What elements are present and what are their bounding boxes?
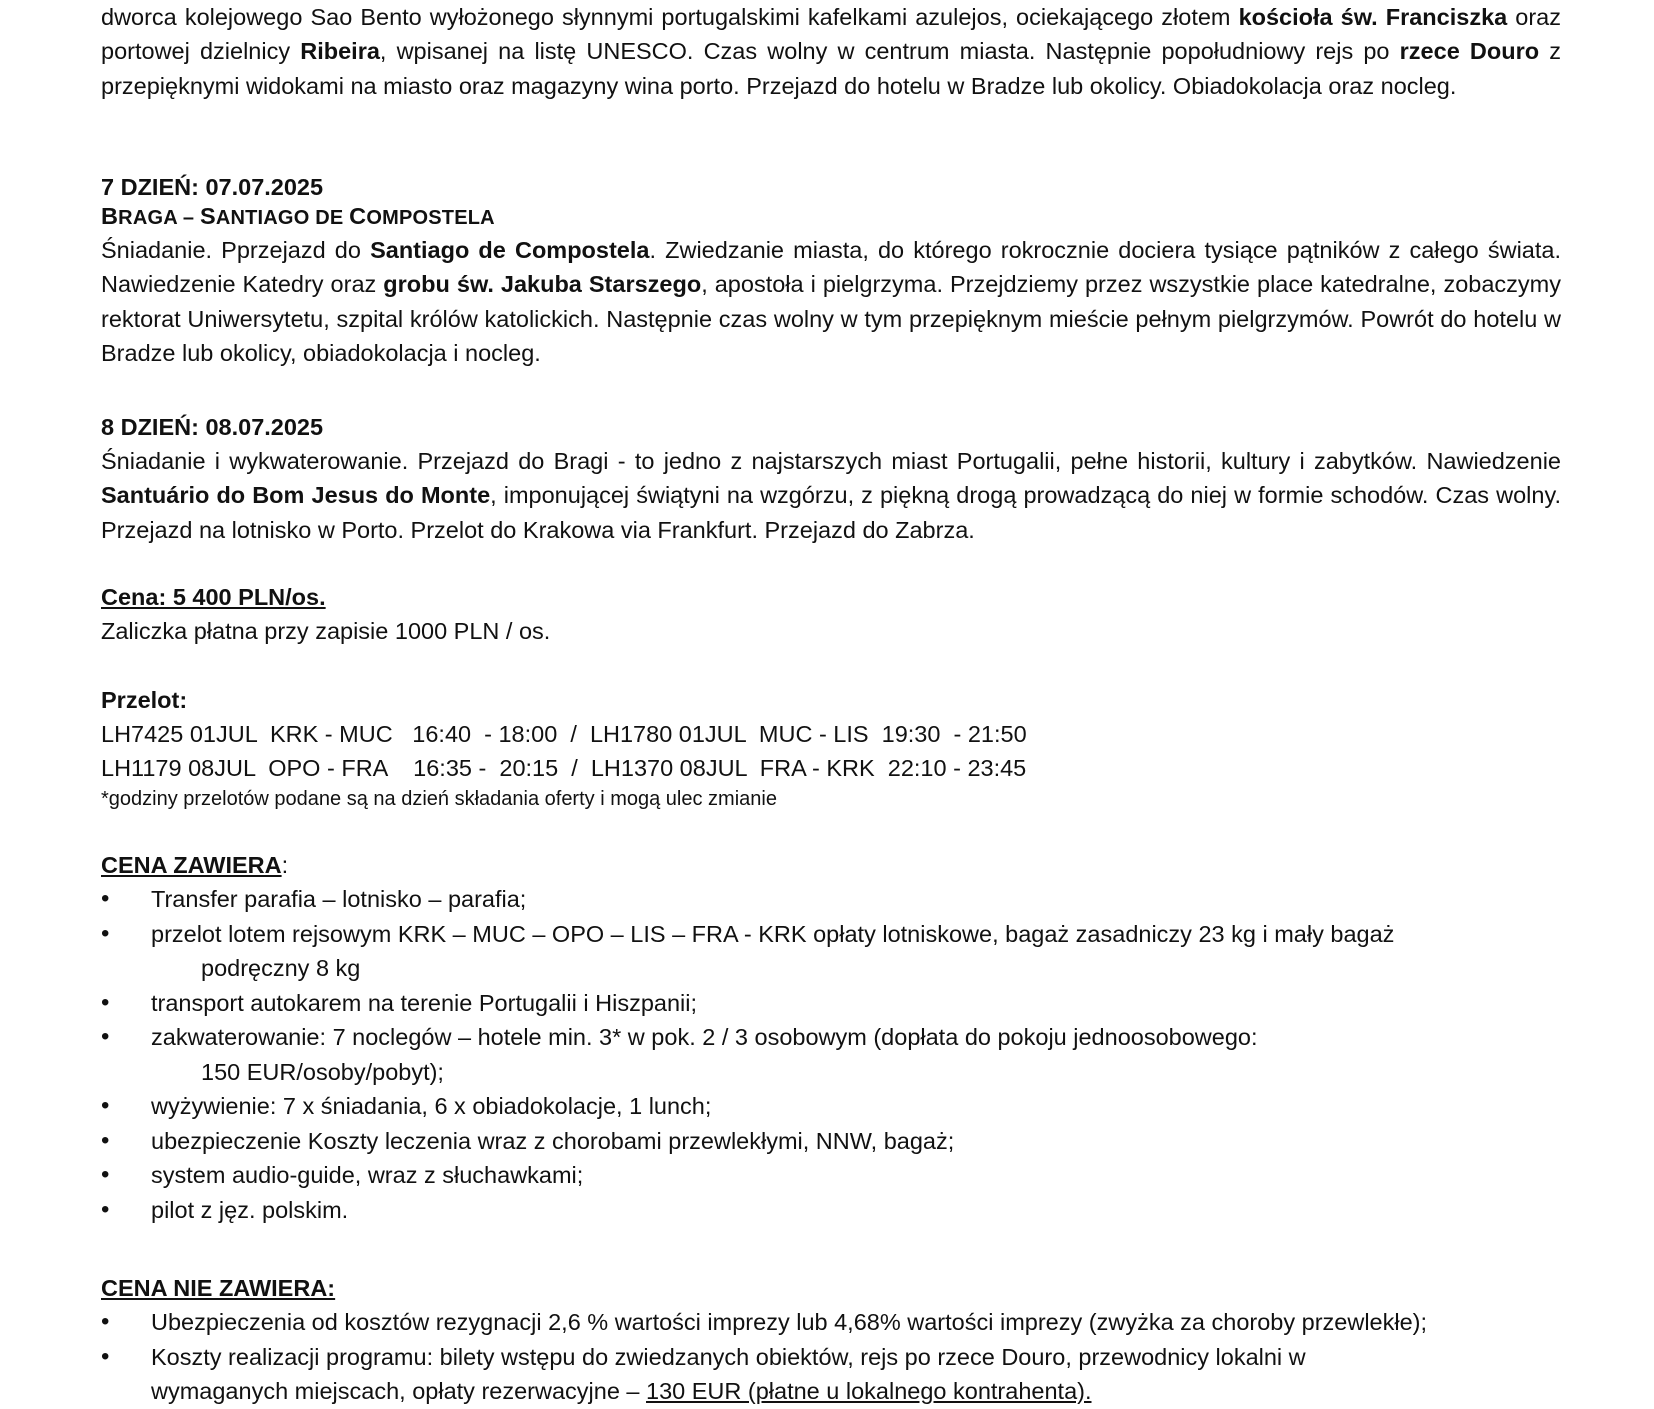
list-item: • Ubezpieczenia od kosztów rezygnacji 2,6 % wartości imprezy lub 4,68% wartości imprezy (zwyżka za choroby przewlekłe); xyxy=(101,1305,1561,1340)
excludes-section xyxy=(101,1271,1561,1409)
includes-list xyxy=(101,882,1561,1227)
intro-text-4: z przepięknymi widokami na miasto oraz magazyny wina porto. Przejazd do hotelu w Bradze lub okolicy. Obiadokolacja oraz nocleg. xyxy=(101,38,1561,99)
intro-paragraph xyxy=(101,0,1561,103)
flights-label: Przelot: xyxy=(101,687,188,713)
price-section xyxy=(101,580,1561,648)
list-item: • Koszty realizacji programu: bilety wstępu do zwiedzanych obiektów, rejs po rzece Douro, przewodnicy lokalni w wymaganych miejscach, opłaty rezerwacyjne – 130 EUR (płatne u lokalnego kontrahenta). xyxy=(101,1340,1561,1409)
list-item: • wyżywienie: 7 x śniadania, 6 x obiadokolacje, 1 lunch; xyxy=(101,1089,1561,1124)
list-item: • przelot lotem rejsowym KRK – MUC – OPO – LIS – FRA - KRK opłaty lotniskowe, bagaż zasadniczy 23 kg i mały bagaż podręczny 8 kg xyxy=(101,917,1561,986)
flights-section xyxy=(101,683,1561,813)
day7-bold-grave: grobu św. Jakuba Starszego xyxy=(383,271,702,298)
deposit-text: Zaliczka płatna przy zapisie 1000 PLN / os. xyxy=(101,618,551,644)
day8-bold-sanctuary: Santuário do Bom Jesus do Monte xyxy=(101,482,491,509)
day7-description: Śniadanie. Pprzejazd do Santiago de Compostela. Zwiedzanie miasta, do którego rokrocznie dociera tysiące pątników z całego świata. Nawiedzenie Katedry oraz grobu św. Jakuba Starszego, apostoła i pielgrzyma. Przejdziemy przez wszystkie place katedralne, zobaczymy rektorat Uniwersytetu, szpital królów katolickich. Następnie czas wolny w tym przepięknym mieście pełnym pielgrzymów. Powrót do hotelu w Bradze lub okolicy, obiadokolacja i nocleg. xyxy=(101,237,1562,366)
day7-bold-santiago: Santiago de Compostela xyxy=(370,237,650,263)
list-item: • pilot z jęz. polskim. xyxy=(101,1193,1561,1228)
list-item: • Transfer parafia – lotnisko – parafia; xyxy=(101,882,1561,917)
includes-section xyxy=(101,848,1561,1227)
flight-line-1: LH7425 01JUL KRK - MUC 16:40 - 18:00 / LH1780 01JUL MUC - LIS 19:30 - 21:50 xyxy=(101,721,1027,747)
day7-route: BRAGA – SANTIAGO DE COMPOSTELA xyxy=(101,203,495,229)
excludes-list xyxy=(101,1305,1561,1409)
excludes-amount: 130 EUR (płatne u lokalnego kontrahenta). xyxy=(646,1378,1092,1404)
intro-text-3: , wpisanej na listę UNESCO. Czas wolny w centrum miasta. Następnie popołudniowy rejs po xyxy=(379,38,1400,65)
list-item: • transport autokarem na terenie Portugalii i Hiszpanii; xyxy=(101,986,1561,1021)
day7-heading: 7 DZIEŃ: 07.07.2025 xyxy=(101,174,324,200)
day8-description: Śniadanie i wykwaterowanie. Przejazd do Bragi - to jedno z najstarszych miast Portugalii, pełne historii, kultury i zabytków. Nawiedzenie Santuário do Bom Jesus do Monte, imponującej świątyni na wzgórzu, z piękną drogą prowadzącą do niej w formie schodów. Czas wolny. Przejazd na lotnisko w Porto. Przelot do Krakowa via Frankfurt. Przejazd do Zabrza. xyxy=(101,448,1561,543)
flight-line-2: LH1179 08JUL OPO - FRA 16:35 - 20:15 / LH1370 08JUL FRA - KRK 22:10 - 23:45 xyxy=(101,755,1027,781)
list-item: • ubezpieczenie Koszty leczenia wraz z chorobami przewlekłymi, NNW, bagaż; xyxy=(101,1124,1561,1159)
excludes-heading: CENA NIE ZAWIERA: xyxy=(101,1275,336,1301)
list-item: • zakwaterowanie: 7 noclegów – hotele min. 3* w pok. 2 / 3 osobowym (dopłata do pokoju jednoosobowego: 150 EUR/osoby/pobyt); xyxy=(101,1020,1561,1089)
day8-section xyxy=(101,410,1561,547)
flights-note: *godziny przelotów podane są na dzień składania oferty i mogą ulec zmianie xyxy=(101,788,777,810)
intro-bold-ribeira: Ribeira xyxy=(300,38,380,65)
includes-heading: CENA ZAWIERA: xyxy=(101,852,289,878)
intro-bold-church: kościoła św. Franciszka xyxy=(1238,4,1508,30)
intro-bold-douro: rzece Douro xyxy=(1399,38,1540,65)
day8-heading: 8 DZIEŃ: 08.07.2025 xyxy=(101,414,324,440)
price-label: Cena: 5 400 PLN/os. xyxy=(101,584,326,610)
day7-section xyxy=(101,170,1561,370)
intro-text-1: dworca kolejowego Sao Bento wyłożonego słynnymi portugalskimi kafelkami azulejos, ociekającego złotem xyxy=(101,4,1239,30)
intro-text-2: oraz portowej dzielnicy xyxy=(101,4,1561,65)
list-item: • system audio-guide, wraz z słuchawkami; xyxy=(101,1158,1561,1193)
